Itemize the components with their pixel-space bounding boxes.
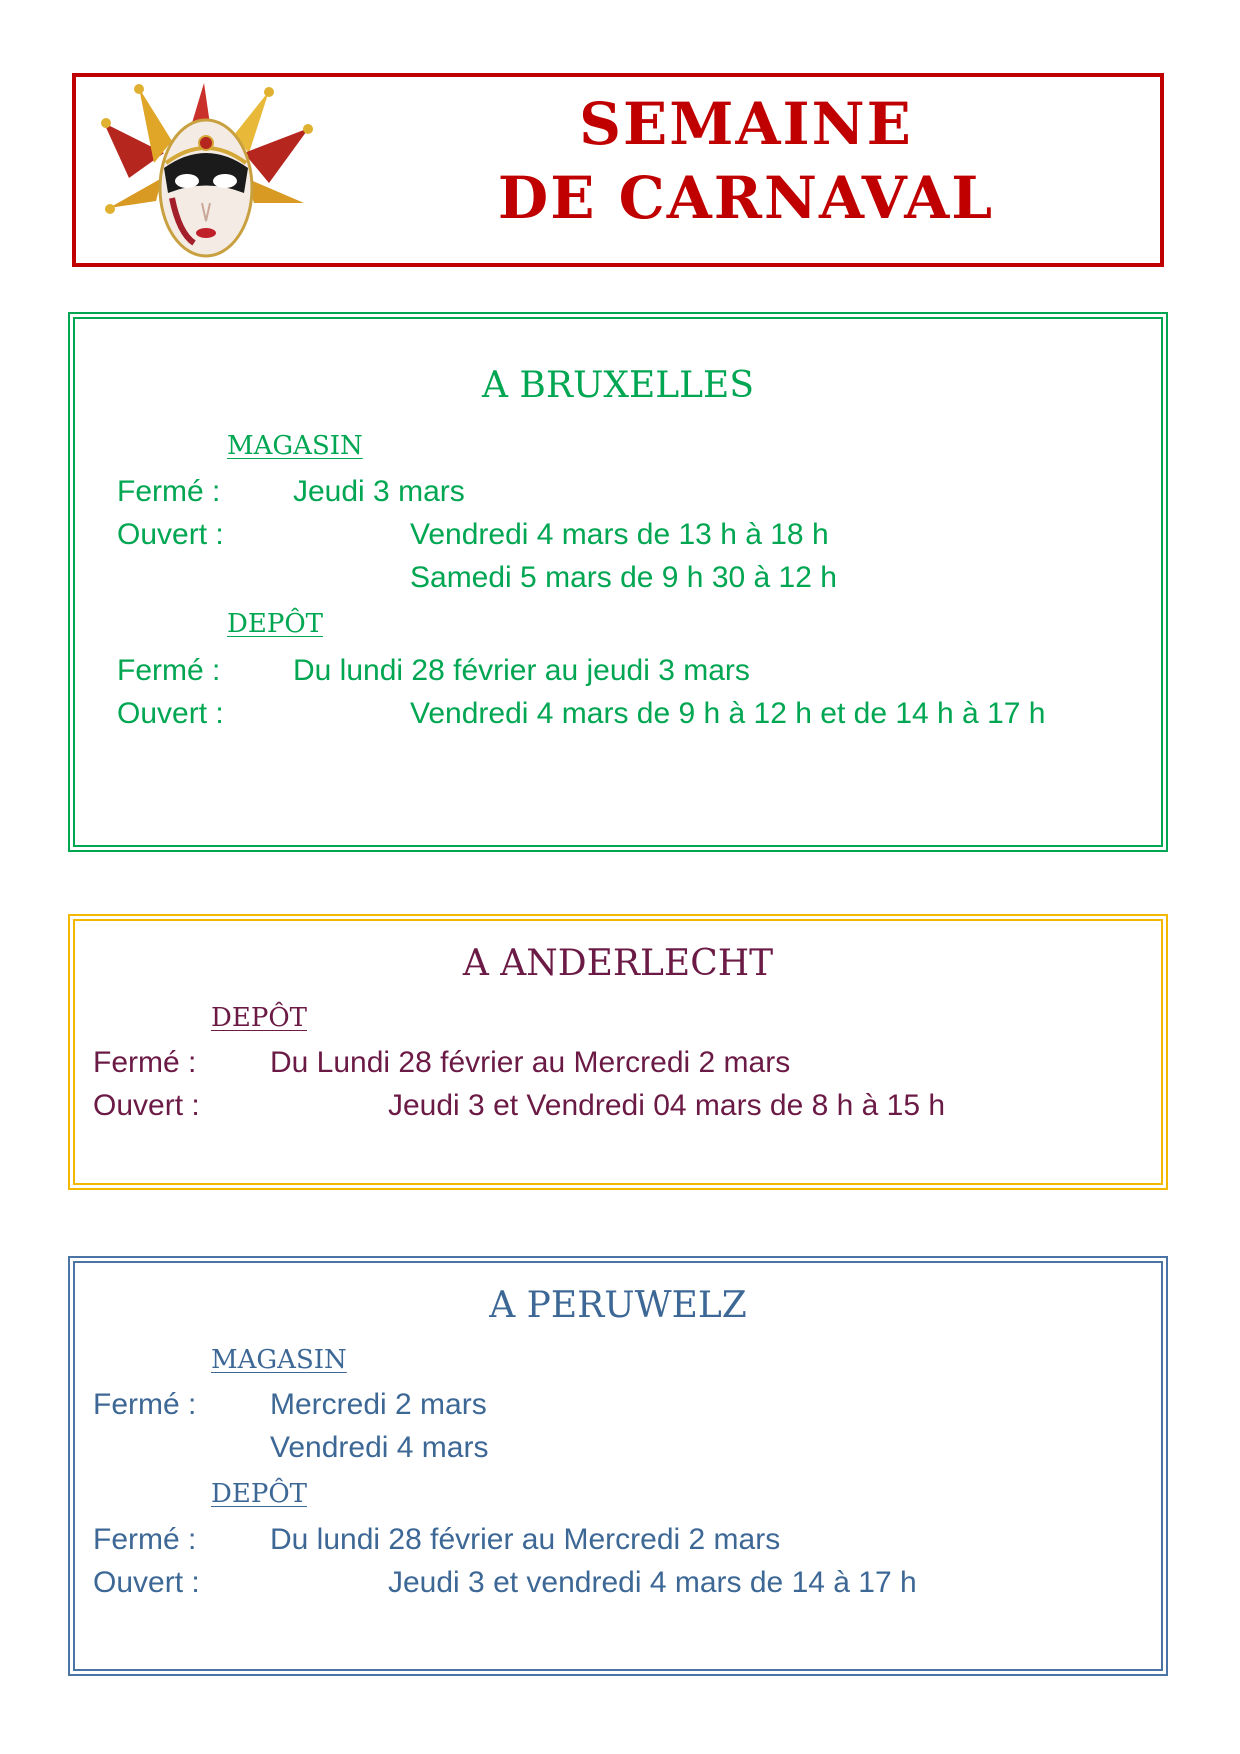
value-ferme: Mercredi 2 mars [270, 1388, 487, 1421]
heading-magasin-peruwelz: MAGASIN [211, 1345, 347, 1375]
header-box [72, 73, 1164, 267]
section-bruxelles [68, 312, 1168, 852]
heading-depot-peruwelz: DEPÔT [211, 1479, 307, 1509]
label-ouvert: Ouvert : [117, 697, 224, 730]
value-ferme: Du lundi 28 février au jeudi 3 mars [293, 654, 750, 687]
value-ouvert: Jeudi 3 et Vendredi 04 mars de 8 h à 15 h [388, 1089, 946, 1122]
page-title [416, 87, 1076, 235]
section-anderlecht [68, 914, 1168, 1190]
label-ouvert: Ouvert : [117, 518, 224, 551]
value-ferme: Vendredi 4 mars [270, 1431, 489, 1464]
section-title-peruwelz: A PERUWELZ [489, 1285, 747, 1326]
heading-depot-anderlecht: DEPÔT [211, 1003, 307, 1033]
section-peruwelz [68, 1256, 1168, 1676]
page-title-line-1: SEMAINE [579, 90, 913, 158]
heading-depot-bruxelles: DEPÔT [227, 609, 323, 639]
label-ferme: Fermé : [93, 1523, 197, 1556]
label-ouvert: Ouvert : [93, 1089, 200, 1122]
value-ferme: Du Lundi 28 février au Mercredi 2 mars [270, 1046, 791, 1079]
value-ouvert: Samedi 5 mars de 9 h 30 à 12 h [410, 561, 837, 594]
label-ferme: Fermé : [117, 475, 221, 508]
label-ouvert: Ouvert : [93, 1566, 200, 1599]
value-ouvert: Vendredi 4 mars de 9 h à 12 h et de 14 h à 17 h [410, 697, 1046, 730]
value-ferme: Du lundi 28 février au Mercredi 2 mars [270, 1523, 781, 1556]
carnival-mask-icon [94, 83, 324, 263]
section-title-bruxelles: A BRUXELLES [481, 365, 754, 406]
value-ouvert: Vendredi 4 mars de 13 h à 18 h [410, 518, 829, 551]
heading-magasin-bruxelles: MAGASIN [227, 431, 363, 461]
section-title-anderlecht: A ANDERLECHT [462, 943, 774, 984]
label-ferme: Fermé : [93, 1046, 197, 1079]
page-title-line-2: DE CARNAVAL [497, 164, 995, 232]
value-ferme: Jeudi 3 mars [293, 475, 465, 508]
value-ouvert: Jeudi 3 et vendredi 4 mars de 14 à 17 h [388, 1566, 917, 1599]
label-ferme: Fermé : [93, 1388, 197, 1421]
label-ferme: Fermé : [117, 654, 221, 687]
